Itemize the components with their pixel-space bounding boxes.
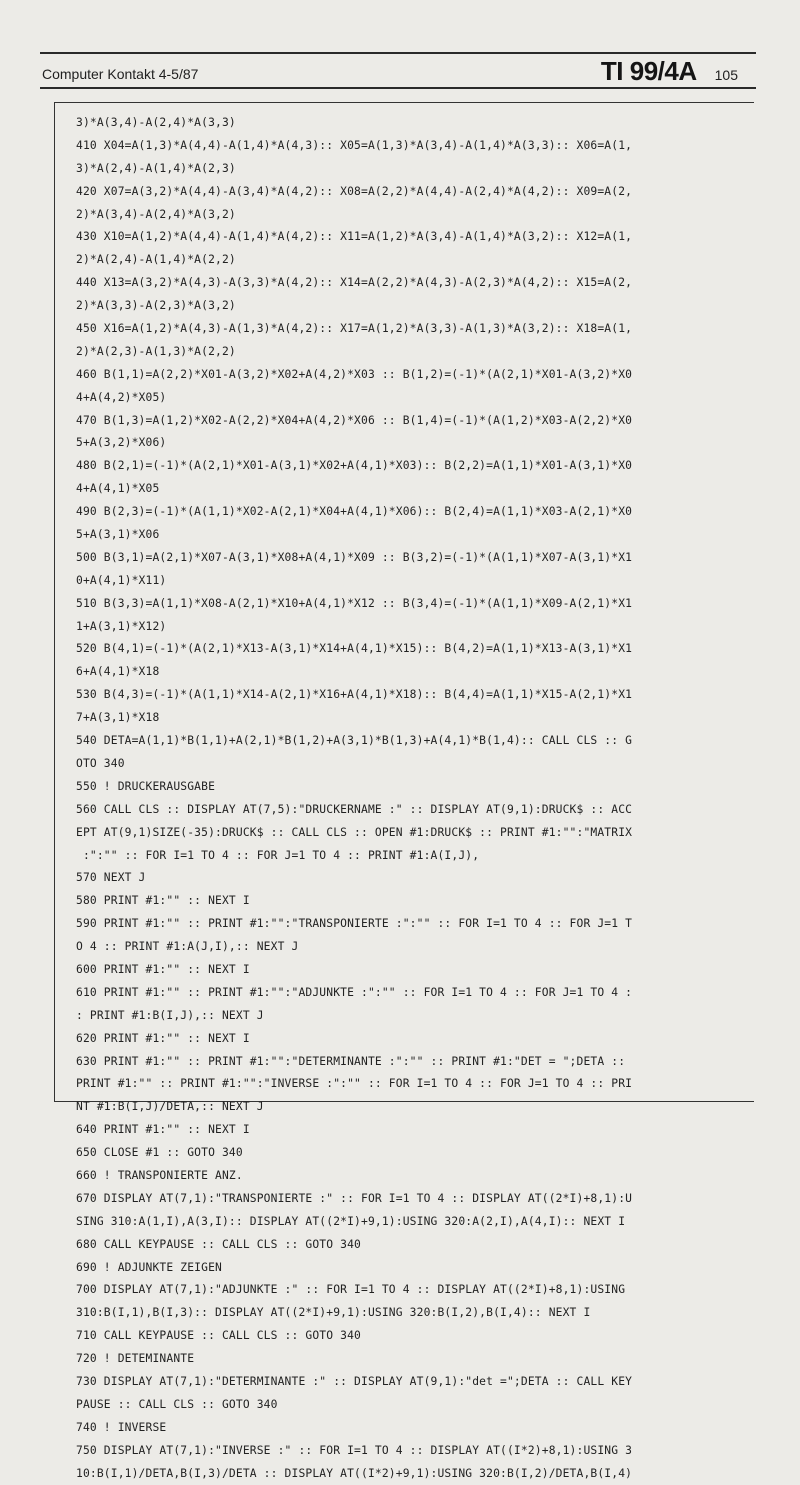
code-line: 5+A(3,1)*X06 [76, 528, 160, 542]
code-line: 420 X07=A(3,2)*A(4,4)-A(3,4)*A(4,2):: X08=A(2,2)*A(4,4)-A(2,4)*A(4,2):: X09=A(2, [76, 184, 633, 198]
code-line: 410 X04=A(1,3)*A(4,4)-A(1,4)*A(4,3):: X05=A(1,3)*A(3,4)-A(1,4)*A(3,3):: X06=A(1, [76, 138, 633, 152]
code-line: 4+A(4,1)*X05 [76, 482, 160, 496]
code-line: EPT AT(9,1)SIZE(-35):DRUCK$ :: CALL CLS :: OPEN #1:DRUCK$ :: PRINT #1:"":"MATRIX [76, 825, 633, 839]
code-line: 2)*A(2,4)-A(1,4)*A(2,2) [76, 253, 236, 267]
code-line: 750 DISPLAY AT(7,1):"INVERSE :" :: FOR I=1 TO 4 :: DISPLAY AT((I*2)+8,1):USING 3 [76, 1443, 633, 1457]
header-bottom-rule [40, 87, 756, 89]
code-line: 540 DETA=A(1,1)*B(1,1)+A(2,1)*B(1,2)+A(3,1)*B(1,3)+A(4,1)*B(1,4):: CALL CLS :: G [76, 734, 633, 748]
code-line: 630 PRINT #1:"" :: PRINT #1:"":"DETERMINANTE :":"" :: PRINT #1:"DET = ";DETA :: [76, 1054, 626, 1068]
code-line: PRINT #1:"" :: PRINT #1:"":"INVERSE :":"" :: FOR I=1 TO 4 :: FOR J=1 TO 4 :: PRI [76, 1077, 633, 1091]
code-line: 2)*A(2,3)-A(1,3)*A(2,2) [76, 344, 236, 358]
page-number: 105 [714, 67, 738, 83]
code-line: 3)*A(3,4)-A(2,4)*A(3,3) [76, 116, 236, 129]
code-line: O 4 :: PRINT #1:A(J,I),:: NEXT J [76, 940, 299, 954]
code-line: 740 ! INVERSE [76, 1420, 167, 1434]
code-line: 480 B(2,1)=(-1)*(A(2,1)*X01-A(3,1)*X02+A(4,1)*X03):: B(2,2)=A(1,1)*X01-A(3,1)*X0 [76, 459, 633, 473]
code-line: 470 B(1,3)=A(1,2)*X02-A(2,2)*X04+A(4,2)*X06 :: B(1,4)=(-1)*(A(1,2)*X03-A(2,2)*X0 [76, 413, 633, 427]
code-line: 2)*A(3,4)-A(2,4)*A(3,2) [76, 207, 236, 221]
code-line: 600 PRINT #1:"" :: NEXT I [76, 962, 250, 976]
code-line: 440 X13=A(3,2)*A(4,3)-A(3,3)*A(4,2):: X14=A(2,2)*A(4,3)-A(2,3)*A(4,2):: X15=A(2, [76, 276, 633, 290]
code-line: 720 ! DETEMINANTE [76, 1352, 195, 1366]
code-line: 690 ! ADJUNKTE ZEIGEN [76, 1260, 222, 1274]
code-line: 710 CALL KEYPAUSE :: CALL CLS :: GOTO 340 [76, 1329, 362, 1343]
code-line: 650 CLOSE #1 :: GOTO 340 [76, 1146, 243, 1160]
code-line: 530 B(4,3)=(-1)*(A(1,1)*X14-A(2,1)*X16+A(4,1)*X18):: B(4,4)=A(1,1)*X15-A(2,1)*X1 [76, 688, 633, 702]
code-line: 580 PRINT #1:"" :: NEXT I [76, 894, 250, 908]
code-line: 680 CALL KEYPAUSE :: CALL CLS :: GOTO 340 [76, 1237, 362, 1251]
code-line: 670 DISPLAY AT(7,1):"TRANSPONIERTE :" :: FOR I=1 TO 4 :: DISPLAY AT((2*I)+8,1):U [76, 1191, 633, 1205]
code-line: 730 DISPLAY AT(7,1):"DETERMINANTE :" :: DISPLAY AT(9,1):"det =";DETA :: CALL KEY [76, 1374, 633, 1388]
code-line: 560 CALL CLS :: DISPLAY AT(7,5):"DRUCKERNAME :" :: DISPLAY AT(9,1):DRUCK$ :: ACC [76, 802, 633, 816]
code-line: 550 ! DRUCKERAUSGABE [76, 779, 216, 793]
code-line: 5+A(3,2)*X06) [76, 436, 167, 450]
code-line: 4+A(4,2)*X05) [76, 390, 167, 404]
code-line: 450 X16=A(1,2)*A(4,3)-A(1,3)*A(4,2):: X17=A(1,2)*A(3,3)-A(1,3)*A(3,2):: X18=A(1, [76, 322, 633, 336]
code-line: 510 B(3,3)=A(1,1)*X08-A(2,1)*X10+A(4,1)*X12 :: B(3,4)=(-1)*(A(1,1)*X09-A(2,1)*X1 [76, 596, 633, 610]
code-line: 430 X10=A(1,2)*A(4,4)-A(1,4)*A(4,2):: X11=A(1,2)*A(3,4)-A(1,4)*A(3,2):: X12=A(1, [76, 230, 633, 244]
code-line: 590 PRINT #1:"" :: PRINT #1:"":"TRANSPONIERTE :":"" :: FOR I=1 TO 4 :: FOR J=1 T [76, 917, 633, 931]
program-listing [76, 112, 756, 1485]
code-line: :":"" :: FOR I=1 TO 4 :: FOR J=1 TO 4 :: PRINT #1:A(I,J), [76, 848, 480, 862]
header-right [601, 56, 738, 87]
publication-title: Computer Kontakt 4-5/87 [42, 66, 199, 82]
machine-title: TI 99/4A [600, 56, 697, 86]
code-line: 460 B(1,1)=A(2,2)*X01-A(3,2)*X02+A(4,2)*X03 :: B(1,2)=(-1)*(A(2,1)*X01-A(3,2)*X0 [76, 367, 633, 381]
header-top-rule [40, 52, 756, 54]
code-line: 700 DISPLAY AT(7,1):"ADJUNKTE :" :: FOR I=1 TO 4 :: DISPLAY AT((2*I)+8,1):USING [76, 1283, 626, 1297]
code-line: OTO 340 [76, 756, 125, 770]
code-line: 6+A(4,1)*X18 [76, 665, 160, 679]
code-line: 10:B(I,1)/DETA,B(I,3)/DETA :: DISPLAY AT((I*2)+9,1):USING 320:B(I,2)/DETA,B(I,4) [76, 1466, 633, 1480]
code-line: NT #1:B(I,J)/DETA,:: NEXT J [76, 1100, 264, 1114]
code-line: PAUSE :: CALL CLS :: GOTO 340 [76, 1397, 278, 1411]
code-line: 520 B(4,1)=(-1)*(A(2,1)*X13-A(3,1)*X14+A(4,1)*X15):: B(4,2)=A(1,1)*X13-A(3,1)*X1 [76, 642, 633, 656]
code-line: 0+A(4,1)*X11) [76, 573, 167, 587]
code-line: 610 PRINT #1:"" :: PRINT #1:"":"ADJUNKTE :":"" :: FOR I=1 TO 4 :: FOR J=1 TO 4 : [76, 985, 633, 999]
code-line: 490 B(2,3)=(-1)*(A(1,1)*X02-A(2,1)*X04+A(4,1)*X06):: B(2,4)=A(1,1)*X03-A(2,1)*X0 [76, 505, 633, 519]
code-line: 660 ! TRANSPONIERTE ANZ. [76, 1168, 243, 1182]
code-line: 570 NEXT J [76, 871, 146, 885]
code-line: 620 PRINT #1:"" :: NEXT I [76, 1031, 250, 1045]
code-line: 310:B(I,1),B(I,3):: DISPLAY AT((2*I)+9,1):USING 320:B(I,2),B(I,4):: NEXT I [76, 1306, 591, 1320]
code-line: 2)*A(3,3)-A(2,3)*A(3,2) [76, 299, 236, 313]
code-line: : PRINT #1:B(I,J),:: NEXT J [76, 1008, 264, 1022]
code-line: 640 PRINT #1:"" :: NEXT I [76, 1123, 250, 1137]
code-line: 1+A(3,1)*X12) [76, 619, 167, 633]
code-line: 3)*A(2,4)-A(1,4)*A(2,3) [76, 161, 236, 175]
code-line: 7+A(3,1)*X18 [76, 711, 160, 725]
code-line: SING 310:A(1,I),A(3,I):: DISPLAY AT((2*I)+9,1):USING 320:A(2,I),A(4,I):: NEXT I [76, 1214, 626, 1228]
code-line: 500 B(3,1)=A(2,1)*X07-A(3,1)*X08+A(4,1)*X09 :: B(3,2)=(-1)*(A(1,1)*X07-A(3,1)*X1 [76, 550, 633, 564]
